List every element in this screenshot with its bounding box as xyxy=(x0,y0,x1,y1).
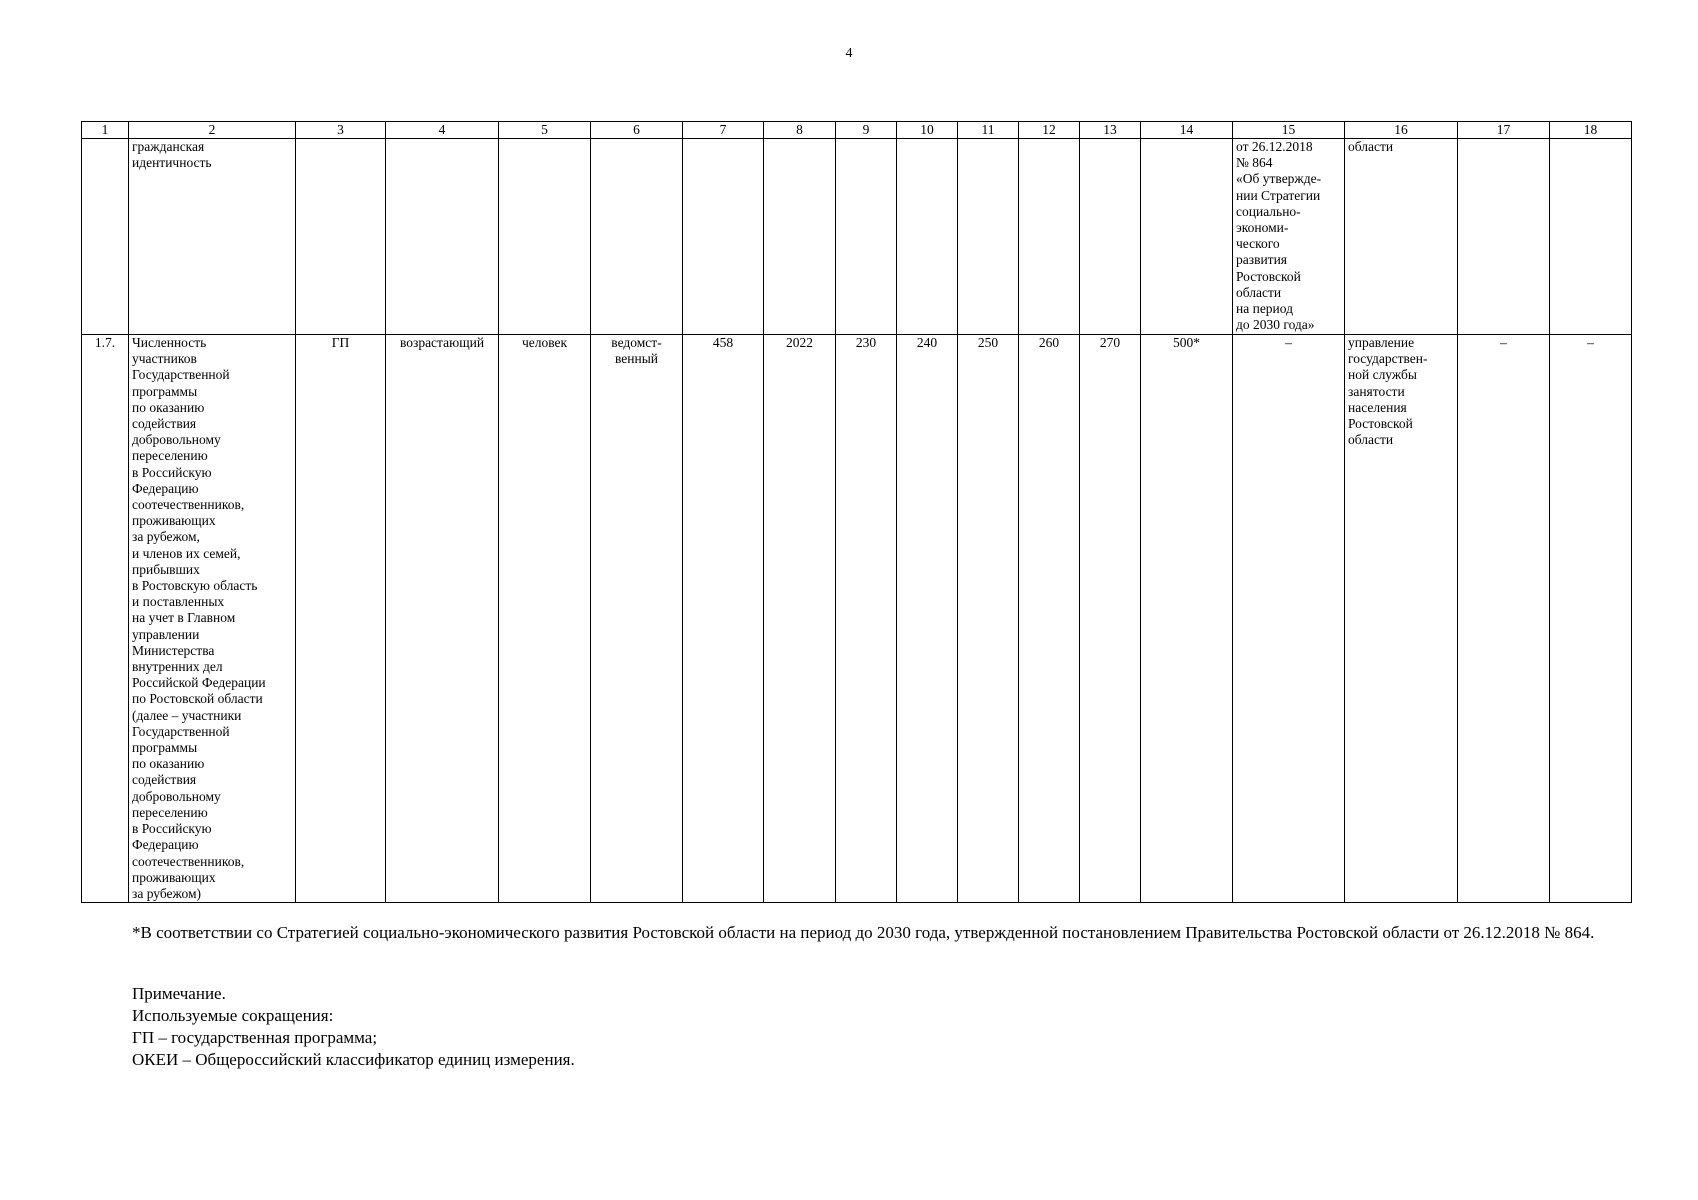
trend-cell: возрастающий xyxy=(386,335,499,903)
unit-cell: человек xyxy=(499,335,591,903)
value-cell: 240 xyxy=(897,335,958,903)
program-type-cell: ГП xyxy=(296,335,386,903)
table-cell xyxy=(897,139,958,335)
table-cell xyxy=(296,139,386,335)
base-value-cell: 458 xyxy=(683,335,764,903)
abbreviation-item: ОКЕИ – Общероссийский классификатор единиц измерения. xyxy=(132,1050,575,1069)
value-cell: 250 xyxy=(958,335,1019,903)
document-reference-cell: – xyxy=(1233,335,1345,903)
notes-title: Примечание. xyxy=(132,984,226,1003)
column-header: 11 xyxy=(958,122,1019,139)
table-cell: – xyxy=(1550,335,1632,903)
column-header: 15 xyxy=(1233,122,1345,139)
column-header: 6 xyxy=(591,122,683,139)
column-header: 1 xyxy=(82,122,129,139)
indicators-table xyxy=(81,121,1632,903)
abbreviation-item: ГП – государственная программа; xyxy=(132,1028,378,1047)
responsible-cell: области xyxy=(1345,139,1458,335)
indicator-kind-cell: ведомст- венный xyxy=(591,335,683,903)
indicator-name-cell: Численность участников Государственной программы по оказанию содействия добровольному переселению в Российскую Федерацию соотечественников, проживающих за рубежом, и членов их семей, прибывших в Ростовскую область и поставленных на учет в Главном управлении Министерства внутренних дел Российской Федерации по Ростовской области (далее – участники Государственной программы по оказанию содействия добровольному переселению в Российскую Федерацию соотечественников, проживающих за рубежом) xyxy=(129,335,296,903)
column-header: 2 xyxy=(129,122,296,139)
footnote: *В соответствии со Стратегией социально-экономического развития Ростовской области на период до 2030 года, утвержденной постановлением Правительства Ростовской области от 26.12.2018 № 864. xyxy=(132,923,1595,942)
responsible-cell: управление государствен- ной службы занятости населения Ростовской области xyxy=(1345,335,1458,903)
value-cell: 260 xyxy=(1019,335,1080,903)
base-year-cell: 2022 xyxy=(764,335,836,903)
table-cell xyxy=(683,139,764,335)
column-header: 9 xyxy=(836,122,897,139)
column-header: 16 xyxy=(1345,122,1458,139)
column-header: 12 xyxy=(1019,122,1080,139)
column-header: 10 xyxy=(897,122,958,139)
table-cell xyxy=(958,139,1019,335)
table-cell xyxy=(1550,139,1632,335)
table-cell xyxy=(1141,139,1233,335)
column-header: 3 xyxy=(296,122,386,139)
table-cell xyxy=(499,139,591,335)
table-cell xyxy=(1019,139,1080,335)
table-cell xyxy=(591,139,683,335)
value-cell: 230 xyxy=(836,335,897,903)
column-header: 17 xyxy=(1458,122,1550,139)
table-cell xyxy=(764,139,836,335)
abbreviations-heading: Используемые сокращения: xyxy=(132,1006,334,1025)
value-cell: 270 xyxy=(1080,335,1141,903)
column-number-row xyxy=(82,122,1632,139)
target-value-cell: 500* xyxy=(1141,335,1233,903)
document-reference-cell: от 26.12.2018 № 864 «Об утвержде- нии Стратегии социально- экономи- ческого развития Ростовской области на период до 2030 года» xyxy=(1233,139,1345,335)
table-row xyxy=(82,139,1632,335)
row-number-cell xyxy=(82,139,129,335)
column-header: 4 xyxy=(386,122,499,139)
page-number: 4 xyxy=(845,46,853,61)
column-header: 5 xyxy=(499,122,591,139)
table-cell xyxy=(386,139,499,335)
notes-block xyxy=(132,983,1532,1071)
table-cell: – xyxy=(1458,335,1550,903)
row-number-cell: 1.7. xyxy=(82,335,129,903)
column-header: 8 xyxy=(764,122,836,139)
column-header: 7 xyxy=(683,122,764,139)
table-cell xyxy=(836,139,897,335)
table-row xyxy=(82,335,1632,903)
column-header: 18 xyxy=(1550,122,1632,139)
indicator-name-cell: гражданская идентичность xyxy=(129,139,296,335)
table-cell xyxy=(1080,139,1141,335)
table-cell xyxy=(1458,139,1550,335)
column-header: 14 xyxy=(1141,122,1233,139)
column-header: 13 xyxy=(1080,122,1141,139)
